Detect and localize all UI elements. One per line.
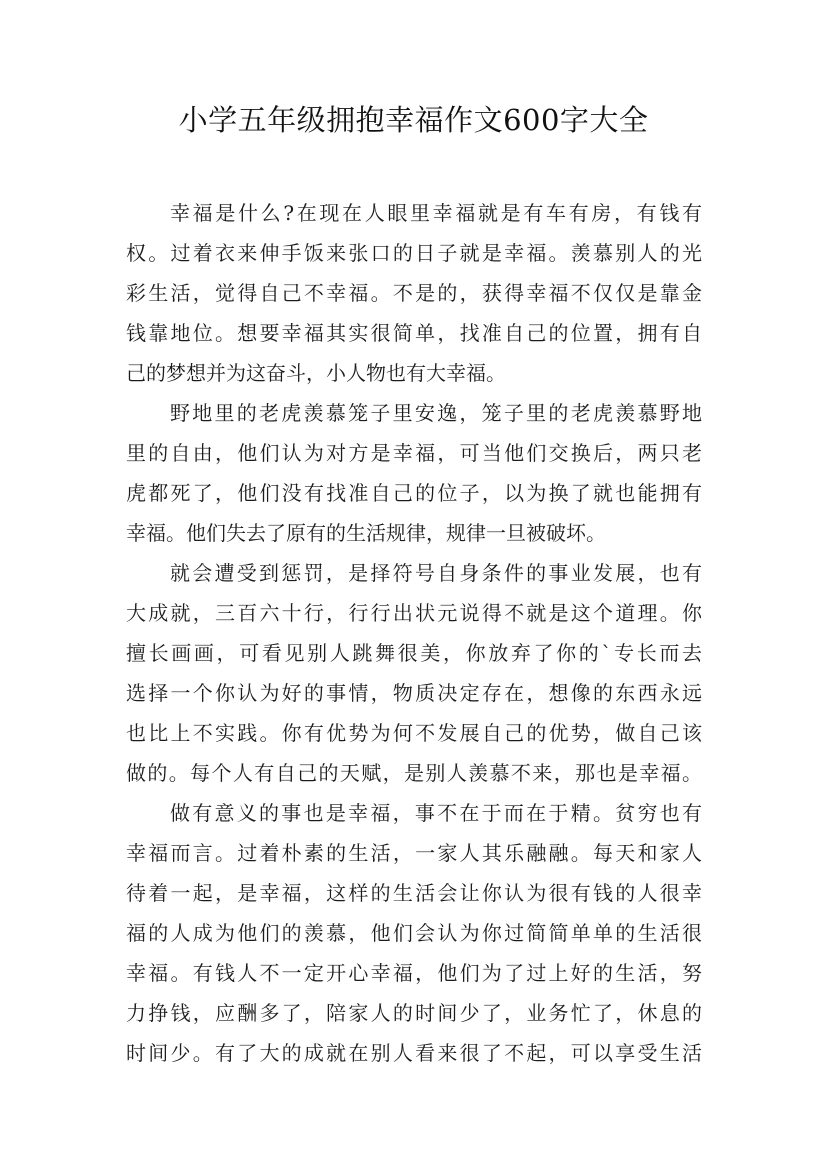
text-line: 福的人成为他们的羡慕，他们会认为你过简简单单的生活很 — [126, 921, 702, 945]
text-line: 权。过着衣来伸手饭来张口的日子就是幸福。羡慕别人的光 — [126, 241, 702, 265]
text-line: 野地里的老虎羡慕笼子里安逸，笼子里的老虎羡慕野地 — [170, 401, 702, 425]
paragraph — [126, 193, 702, 393]
text-line: 钱靠地位。想要幸福其实很简单，找准自己的位置，拥有自 — [126, 321, 702, 345]
text-line: 做的。每个人有自己的天赋，是别人羡慕不来，那也是幸福。 — [126, 761, 702, 785]
text-line: 幸福。有钱人不一定开心幸福，他们为了过上好的生活，努 — [126, 961, 702, 985]
text-line: 选择一个你认为好的事情，物质决定存在，想像的东西永远 — [126, 681, 702, 705]
text-line: 幸福而言。过着朴素的生活，一家人其乐融融。每天和家人 — [126, 841, 702, 865]
text-line: 幸福是什么?在现在人眼里幸福就是有车有房，有钱有 — [170, 201, 702, 225]
text-line: 就会遭受到惩罚，是择符号自身条件的事业发展，也有 — [170, 561, 702, 585]
text-line: 里的自由，他们认为对方是幸福，可当他们交换后，两只老 — [126, 441, 702, 465]
text-line: 做有意义的事也是幸福，事不在于而在于精。贫穷也有 — [170, 801, 702, 825]
text-line: 虎都死了，他们没有找准自己的位子，以为换了就也能拥有 — [126, 481, 702, 505]
document-title: 小学五年级拥抱幸福作文600字大全 — [178, 103, 649, 137]
text-line: 幸福。他们失去了原有的生活规律，规律一旦被破坏。 — [126, 521, 606, 545]
text-line: 时间少。有了大的成就在别人看来很了不起，可以享受生活 — [126, 1041, 702, 1065]
text-line: 力挣钱，应酬多了，陪家人的时间少了，业务忙了，休息的 — [126, 1001, 702, 1025]
paragraph — [126, 393, 702, 553]
text-line: 彩生活，觉得自己不幸福。不是的，获得幸福不仅仅是靠金 — [126, 281, 702, 305]
text-line: 擅长画画，可看见别人跳舞很美，你放弃了你的`专长而去 — [126, 641, 702, 665]
text-line: 己的梦想并为这奋斗，小人物也有大幸福。 — [126, 361, 506, 385]
paragraph — [126, 793, 702, 1073]
text-line: 大成就，三百六十行，行行出状元说得不就是这个道理。你 — [126, 601, 702, 625]
paragraph — [126, 553, 702, 793]
text-line: 待着一起，是幸福，这样的生活会让你认为很有钱的人很幸 — [126, 881, 702, 905]
text-line: 也比上不实践。你有优势为何不发展自己的优势，做自己该 — [126, 721, 702, 745]
document-body — [126, 193, 702, 1073]
